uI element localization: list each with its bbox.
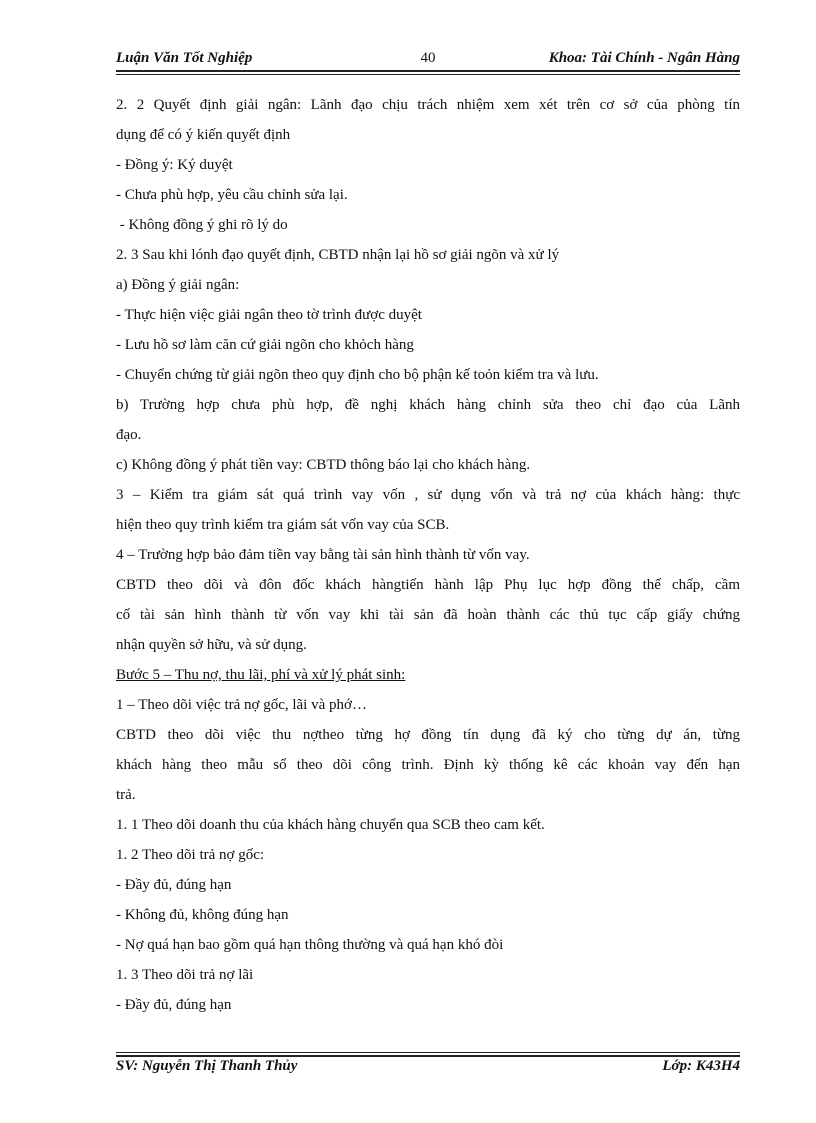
page-number: 40 — [420, 50, 436, 66]
body-line: trả. — [116, 787, 136, 803]
body-line: a) Đồng ý giải ngân: — [116, 277, 240, 293]
body-line: CBTD theo dõi và đôn đốc khách hàngtiến hành lập Phụ lục hợp đồng thế chấp, cầm — [116, 577, 740, 593]
body-line: 1 – Theo dõi việc trả nợ gốc, lãi và phớ… — [116, 697, 367, 713]
body-line: cố tài sản hình thành từ vốn vay khi tài sản đã hoàn thành các thủ tục cấp giấy chứng — [116, 607, 740, 623]
body-line: khách hàng theo mẫu sổ theo dõi công trình. Định kỳ thống kê các khoản vay đến hạn — [116, 757, 740, 773]
body-line: - Không đồng ý ghi rõ lý do — [116, 217, 288, 233]
body-line: 3 – Kiểm tra giám sát quá trình vay vốn , sử dụng vốn và trả nợ của khách hàng: thực — [116, 487, 740, 503]
header-rule-thick — [116, 70, 740, 72]
body-line: 4 – Trường hợp bảo đảm tiền vay bằng tài sản hình thành từ vốn vay. — [116, 547, 530, 563]
header-faculty: Khoa: Tài Chính - Ngân Hàng — [548, 50, 740, 66]
body-line: đạo. — [116, 427, 142, 443]
body-line: CBTD theo dõi việc thu nợtheo từng hợ đồng tín dụng đã ký cho từng dự án, từng — [116, 727, 740, 743]
page-body — [116, 90, 740, 1020]
page-header — [116, 50, 740, 72]
body-line: - Đầy đủ, đúng hạn — [116, 997, 232, 1013]
body-line: dụng để có ý kiến quyết định — [116, 127, 291, 143]
body-line: - Chuyển chứng từ giải ngõn theo quy định cho bộ phận kế toỏn kiểm tra và lưu. — [116, 367, 599, 383]
page-footer — [116, 1058, 740, 1078]
header-thesis-title: Luận Văn Tốt Nghiệp — [116, 50, 253, 66]
body-line: nhận quyền sở hữu, và sử dụng. — [116, 637, 307, 653]
body-line: hiện theo quy trình kiểm tra giám sát vốn vay của SCB. — [116, 517, 450, 533]
footer-rule-thin — [116, 1052, 740, 1053]
section-heading: Bước 5 – Thu nợ, thu lãi, phí và xử lý phát sinh: — [116, 667, 406, 683]
body-line: c) Không đồng ý phát tiền vay: CBTD thông báo lại cho khách hàng. — [116, 457, 531, 473]
body-line: - Thực hiện việc giải ngân theo tờ trình được duyệt — [116, 307, 422, 323]
body-line: - Không đủ, không đúng hạn — [116, 907, 289, 923]
footer-student-name: SV: Nguyễn Thị Thanh Thủy — [116, 1058, 298, 1074]
body-line: 1. 1 Theo dõi doanh thu của khách hàng chuyển qua SCB theo cam kết. — [116, 817, 545, 833]
body-line: 1. 3 Theo dõi trả nợ lãi — [116, 967, 254, 983]
body-line: - Nợ quá hạn bao gồm quá hạn thông thường và quá hạn khó đòi — [116, 937, 504, 953]
body-line: - Đầy đủ, đúng hạn — [116, 877, 232, 893]
header-rule-thin — [116, 74, 740, 75]
body-line: - Đồng ý: Ký duyệt — [116, 157, 233, 173]
body-line: 1. 2 Theo dõi trả nợ gốc: — [116, 847, 265, 863]
body-line: 2. 3 Sau khi lónh đạo quyết định, CBTD nhận lại hồ sơ giải ngõn và xử lý — [116, 247, 560, 263]
body-line: - Chưa phù hợp, yêu cầu chỉnh sửa lại. — [116, 187, 348, 203]
body-line: 2. 2 Quyết định giải ngân: Lãnh đạo chịu trách nhiệm xem xét trên cơ sở của phòng tín — [116, 97, 740, 113]
body-line: b) Trường hợp chưa phù hợp, đề nghị khách hàng chỉnh sửa theo chỉ đạo của Lãnh — [116, 397, 740, 413]
footer-rule-thick — [116, 1055, 740, 1057]
footer-class: Lớp: K43H4 — [662, 1058, 740, 1074]
body-line: - Lưu hồ sơ làm căn cứ giải ngõn cho khỏch hàng — [116, 337, 414, 353]
